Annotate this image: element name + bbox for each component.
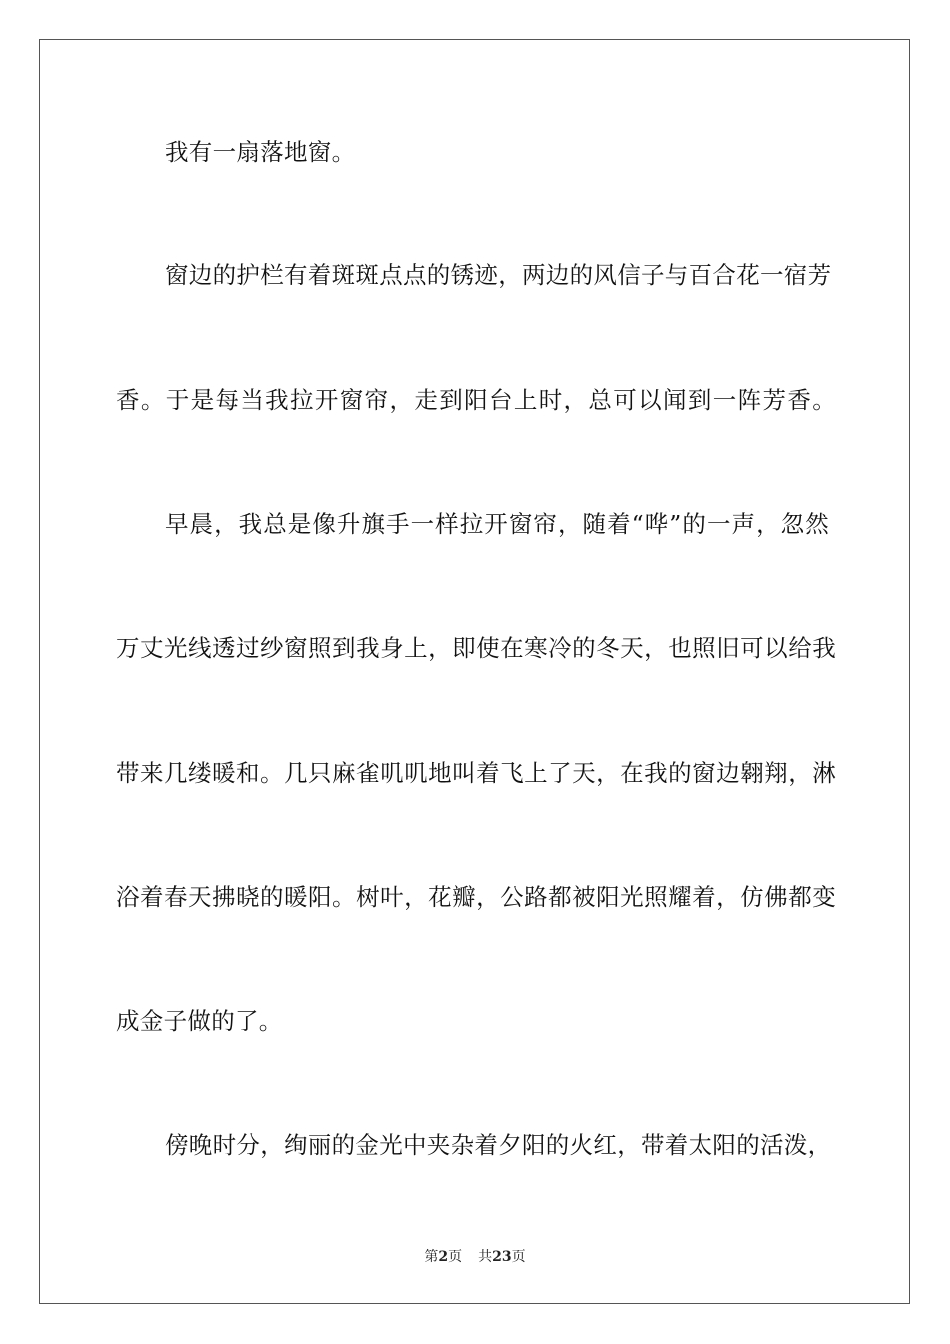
paragraph-line: 浴着春天拂晓的暖阳。树叶，花瓣，公路都被阳光照耀着，仿佛都变: [116, 883, 836, 911]
total-label-suffix: 页: [511, 1249, 526, 1265]
page-label-prefix: 第: [424, 1249, 439, 1265]
paragraph-line: 成金子做的了。: [116, 1007, 283, 1035]
paragraph-line: 傍晚时分，绚丽的金光中夹杂着夕阳的火红，带着太阳的活泼，: [165, 1131, 832, 1159]
page-footer: [0, 1247, 950, 1267]
paragraph-line: 早晨，我总是像升旗手一样拉开窗帘，随着“哗”的一声，忽然: [165, 510, 829, 538]
paragraph-line: 万丈光线透过纱窗照到我身上，即使在寒冷的冬天，也照旧可以给我: [116, 634, 836, 662]
page-label-suffix: 页: [448, 1249, 463, 1265]
paragraph-line: 窗边的护栏有着斑斑点点的锈迹，两边的风信子与百合花一宿芳: [165, 261, 832, 289]
total-pages: 23: [492, 1249, 512, 1265]
page-border: [39, 39, 910, 1304]
paragraph-line: 带来几缕暖和。几只麻雀叽叽地叫着飞上了天，在我的窗边翱翔，淋: [116, 759, 836, 787]
paragraph-line: 我有一扇落地窗。: [165, 138, 356, 166]
paragraph-line: 香。于是每当我拉开窗帘，走到阳台上时，总可以闻到一阵芳香。: [116, 386, 836, 414]
page-number: 2: [438, 1249, 449, 1265]
total-label-prefix: 共: [478, 1249, 493, 1265]
